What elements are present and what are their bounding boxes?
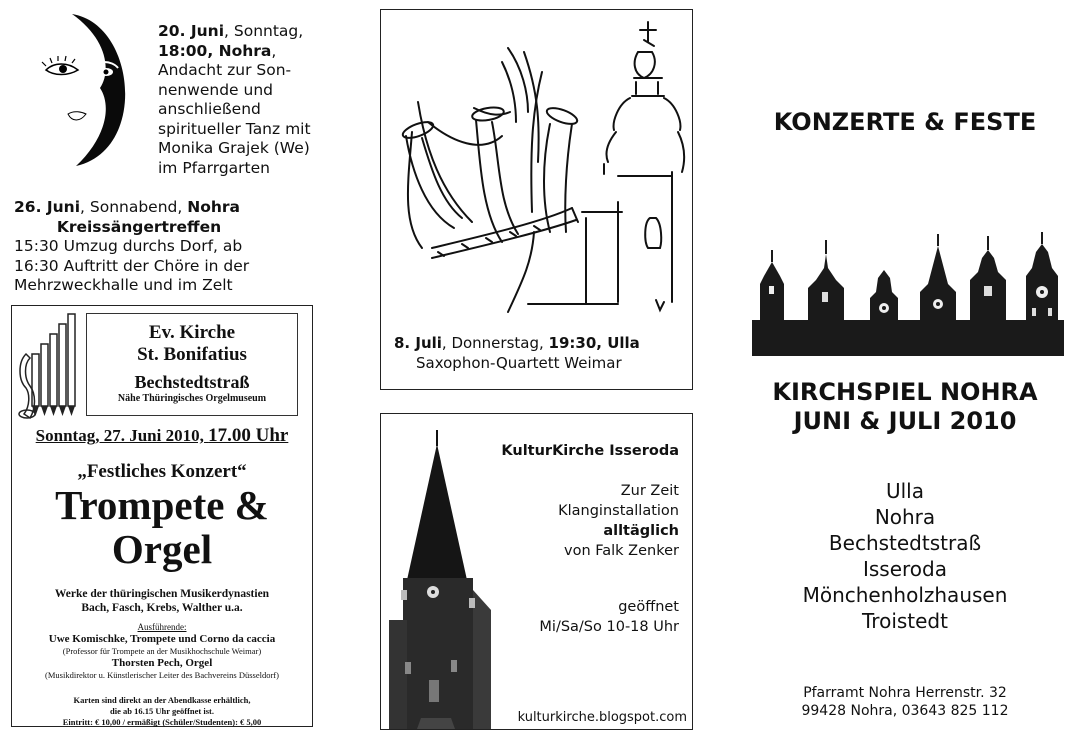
- ticket-info-line: Eintritt: € 10,00 / ermäßigt (Schüler/Studenten): € 5,00: [62, 717, 262, 727]
- isseroda-line: Zur Zeit: [620, 483, 679, 499]
- church-name-line: St. Bonifatius: [137, 344, 247, 365]
- place-name: Nohra: [874, 505, 936, 529]
- church-label: [86, 313, 298, 416]
- isseroda-title: KulturKirche Isseroda: [501, 443, 679, 459]
- organ-pipes-illustration: [16, 310, 82, 422]
- isseroda-open-label: geöffnet: [618, 599, 679, 615]
- kreis-event-weekday: , Sonnabend,: [80, 198, 188, 216]
- address-line: Pfarramt Nohra Herrenstr. 32: [803, 685, 1007, 701]
- church-location-note: Nähe Thüringisches Orgelmuseum: [117, 393, 267, 404]
- place-name: Bechstedtstraß: [828, 531, 982, 555]
- performer-name: Uwe Komischke, Trompete und Corno da caccia: [48, 633, 276, 645]
- concert-title-line: Orgel: [111, 526, 213, 572]
- concert-subtitle: „Festliches Konzert“: [77, 461, 247, 482]
- moon-event-date: 20. Juni: [158, 22, 225, 40]
- parish-places: [740, 478, 1070, 634]
- moon-event-line: Andacht zur Son-: [158, 61, 292, 79]
- kreis-event-date: 26. Juni: [14, 198, 81, 216]
- cover-title: [740, 378, 1070, 436]
- moon-event-line: Monika Grajek (We): [158, 139, 310, 157]
- performer-note: (Professor für Trompete an der Musikhochschule Weimar): [62, 646, 262, 656]
- moon-event-line: anschließend: [158, 100, 261, 118]
- kreis-event-text: [14, 198, 304, 296]
- moon-face-illustration: [40, 10, 152, 170]
- concert-time: 17.00 Uhr: [208, 425, 289, 446]
- performer-note: (Musikdirektor u. Künstlerischer Leiter des Bachvereins Düsseldorf): [45, 670, 279, 680]
- ulla-event-time: 19:30, Ulla: [548, 334, 640, 352]
- concert-program-line: Werke der thüringischen Musikerdynastien: [54, 588, 270, 600]
- concert-date: [14, 425, 310, 447]
- kreis-event-line: 15:30 Umzug durchs Dorf, ab: [14, 237, 243, 255]
- isseroda-line: alltäglich: [603, 523, 679, 539]
- concert-program: [14, 587, 310, 615]
- ticket-info: [14, 695, 310, 728]
- concert-title-line: Trompete &: [55, 482, 269, 528]
- parish-address: [740, 684, 1070, 720]
- concert-program-line: Bach, Fasch, Krebs, Walther u.a.: [81, 602, 243, 614]
- saxophones-church-drawing: [382, 12, 690, 324]
- isseroda-line: Klanginstallation: [558, 503, 679, 519]
- cover-title-line: JUNI & JULI 2010: [793, 407, 1017, 435]
- ticket-info-line: Karten sind direkt an der Abendkasse erhältlich,: [73, 695, 251, 705]
- isseroda-url: kulturkirche.blogspot.com: [517, 710, 687, 725]
- moon-event-weekday: , Sonntag,: [224, 22, 304, 40]
- isseroda-line: von Falk Zenker: [564, 543, 679, 559]
- place-name: Isseroda: [862, 557, 947, 581]
- cover-heading: KONZERTE & FESTE: [773, 108, 1037, 136]
- kreis-event-line: 16:30 Auftritt der Chöre in der: [14, 256, 250, 275]
- concert-date-text: Sonntag, 27. Juni 2010,: [35, 426, 209, 445]
- church-name-line: Ev. Kirche: [148, 322, 236, 343]
- concert-performers: [14, 622, 310, 681]
- church-towers-silhouette: [752, 228, 1064, 356]
- isseroda-open-hours: Mi/Sa/So 10-18 Uhr: [539, 619, 679, 635]
- performer-name: Thorsten Pech, Orgel: [111, 657, 213, 669]
- church-location: Bechstedtstraß: [134, 372, 250, 392]
- place-name: Troistedt: [862, 609, 948, 633]
- ticket-info-line: die ab 16.15 Uhr geöffnet ist.: [110, 706, 214, 716]
- isseroda-info: [495, 441, 679, 637]
- performers-heading: Ausführende:: [137, 622, 187, 632]
- kreis-event-line: Mehrzweckhalle und im Zelt: [14, 276, 233, 294]
- address-line: 99428 Nohra, 03643 825 112: [801, 703, 1009, 719]
- ulla-event-weekday: , Donnerstag,: [441, 334, 549, 352]
- moon-event-line: im Pfarrgarten: [158, 158, 270, 177]
- place-name: Mönchenholzhausen: [802, 583, 1008, 607]
- kreis-event-title: Kreissängertreffen: [56, 217, 222, 236]
- moon-event-comma: ,: [271, 41, 277, 60]
- kreis-event-place: Nohra: [187, 198, 240, 216]
- moon-event-text: [158, 22, 358, 178]
- isseroda-church-photo: [381, 430, 511, 729]
- concert-title: [14, 483, 310, 571]
- ulla-event-text: [394, 333, 684, 373]
- moon-event-line: spiritueller Tanz mit: [158, 119, 311, 138]
- cover-title-line: KIRCHSPIEL NOHRA: [772, 378, 1038, 406]
- ulla-event-performer: Saxophon-Quartett Weimar: [416, 354, 622, 372]
- place-name: Ulla: [885, 479, 924, 503]
- moon-event-time: 18:00, Nohra: [158, 41, 272, 60]
- moon-event-line: nenwende und: [158, 80, 274, 99]
- ulla-event-date: 8. Juli: [394, 334, 442, 352]
